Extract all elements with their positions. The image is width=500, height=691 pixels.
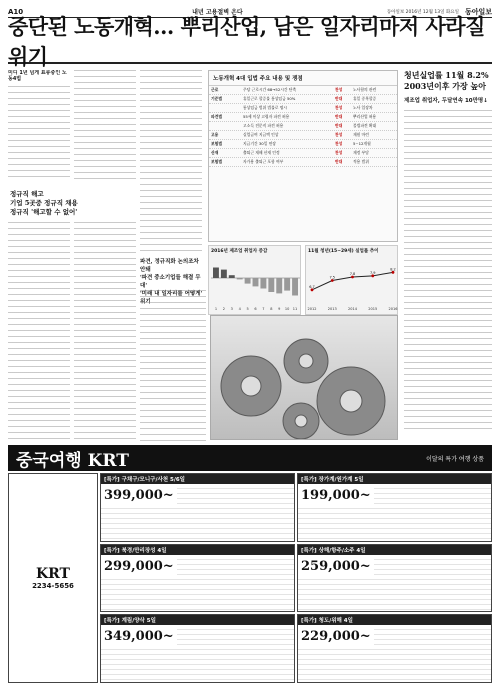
employment-bar bbox=[292, 278, 298, 296]
chart-youth-unemployment bbox=[305, 245, 398, 315]
data-label: 6.7 bbox=[309, 284, 315, 289]
x-tick-label: 10 bbox=[284, 307, 290, 311]
page-number: A10 bbox=[8, 7, 24, 16]
left-subhead bbox=[10, 190, 135, 217]
unemployment-point bbox=[371, 274, 374, 277]
table-cell: 5~12개월 bbox=[353, 141, 371, 146]
subhead-line: 파견, 정규직화 논의조차 안돼 bbox=[140, 259, 199, 273]
table-cell: 찬성 bbox=[335, 132, 343, 137]
tour-title: [특가] 계림/양삭 5일 bbox=[101, 615, 294, 625]
ad-tour-item[interactable] bbox=[100, 544, 295, 613]
article-column-4 bbox=[8, 222, 70, 442]
x-tick-label: 2014 bbox=[348, 307, 357, 311]
table-cell: 보험법 bbox=[211, 141, 223, 146]
table-cell: 실업급여 지급액 인상 bbox=[243, 132, 279, 137]
ad-banner[interactable] bbox=[8, 445, 492, 471]
issue-date: 동아일보 2016년 12월 13일 화요일 bbox=[386, 9, 459, 15]
table-cell: 재정 부담 bbox=[353, 150, 369, 155]
table-cell: 뿌리산업 허용 bbox=[353, 114, 377, 119]
employment-bar bbox=[245, 278, 251, 284]
x-tick-label: 6 bbox=[254, 307, 257, 311]
x-tick-label: 8 bbox=[270, 307, 273, 311]
tour-price: 299,000~ bbox=[101, 558, 177, 575]
table-cell: 찬성 bbox=[335, 150, 343, 155]
graphic-title: 노동개혁 4대 입법 주요 내용 및 쟁점 bbox=[209, 71, 397, 86]
data-label: 7.5 bbox=[329, 275, 336, 280]
gears-icon bbox=[211, 316, 398, 440]
unemployment-point bbox=[331, 279, 334, 282]
ad-logo-block[interactable] bbox=[8, 473, 98, 683]
ad-grid bbox=[8, 473, 492, 683]
table-cell: 찬성 bbox=[335, 105, 343, 110]
table-row bbox=[209, 86, 397, 95]
chart-employment bbox=[208, 245, 301, 315]
table-cell: 지급기간 30일 연장 bbox=[243, 141, 276, 146]
unemployment-line-chart bbox=[306, 258, 399, 313]
article-column-5 bbox=[74, 222, 136, 442]
table-row bbox=[209, 140, 397, 149]
article-lead: 미디 1년 넘게 표류중인 노동4법 bbox=[8, 70, 67, 82]
ad-tour-item[interactable] bbox=[297, 473, 492, 542]
krt-logo: KRT bbox=[36, 565, 70, 582]
subhead-line: 기업 5곳중 정규직 채용 bbox=[10, 199, 78, 207]
table-cell: 55세 이상 고령자 파견 허용 bbox=[243, 114, 290, 119]
table-cell: 찬성 bbox=[335, 141, 343, 146]
table-cell: 불법파견 확대 bbox=[353, 123, 377, 128]
unemployment-point bbox=[311, 288, 314, 291]
tour-title: [특가] 상해/항주/소주 4일 bbox=[298, 545, 491, 555]
employment-bar bbox=[260, 278, 266, 289]
x-tick-label: 2013 bbox=[327, 307, 337, 311]
x-tick-label: 4 bbox=[238, 307, 241, 311]
unemployment-point bbox=[392, 271, 395, 274]
main-headline: 중단된 노동개혁… 뿌리산업, 남은 일자리마저 사라질 위기 bbox=[8, 20, 492, 64]
ad-brand: 중국여행 KRT bbox=[16, 450, 129, 471]
tour-title: [특가] 구채구/모니구/사천 5/6일 bbox=[101, 474, 294, 484]
table-cell: 반대 bbox=[335, 123, 343, 128]
x-tick-label: 1 bbox=[214, 307, 218, 311]
subhead-line: '파견 중소기업들 해결 무대' bbox=[140, 275, 201, 289]
employment-bar bbox=[221, 270, 227, 278]
reform-table bbox=[209, 86, 397, 167]
subhead-line: 정규직 해고 bbox=[10, 190, 44, 198]
tour-price: 399,000~ bbox=[101, 487, 177, 504]
subhead-line: '미래 내 일자리를 어떻게' 위기 bbox=[140, 291, 203, 305]
unemployment-point bbox=[351, 276, 354, 279]
data-label: 7.9 bbox=[369, 270, 376, 275]
employment-bar bbox=[237, 278, 243, 279]
table-cell: 고소득 전문직 파견 허용 bbox=[243, 123, 284, 128]
table-cell: 자가용 출퇴근 포함 여부 bbox=[243, 159, 284, 164]
reform-table-graphic bbox=[208, 70, 398, 242]
table-cell: 반대 bbox=[335, 159, 343, 164]
ad-tour-item[interactable] bbox=[297, 614, 492, 683]
table-row bbox=[209, 95, 397, 104]
table-row bbox=[209, 122, 397, 131]
table-cell: 산재 bbox=[211, 150, 219, 155]
side-subhead: 제조업 취업자, 두달연속 10만명↓ bbox=[404, 98, 488, 104]
tour-price: 259,000~ bbox=[298, 558, 374, 575]
article-column-1 bbox=[8, 70, 70, 182]
table-cell: 고용 bbox=[211, 132, 219, 137]
table-cell: 찬성 bbox=[335, 87, 343, 92]
table-cell: 반대 bbox=[335, 114, 343, 119]
x-tick-label: 2016 bbox=[388, 307, 398, 311]
article-column-2 bbox=[74, 70, 136, 182]
chart-title: 11월 청년(15~29세) 실업률 추이 bbox=[308, 249, 379, 254]
ad-tagline: 이달의 특가 여행 상품 bbox=[426, 455, 484, 463]
employment-bar bbox=[284, 278, 290, 291]
x-tick-label: 9 bbox=[278, 307, 281, 311]
table-row bbox=[209, 104, 397, 113]
subhead-line: 정규직 '해고할 수 없어' bbox=[10, 208, 78, 216]
table-cell: 반대 bbox=[335, 96, 343, 101]
charts-area bbox=[208, 245, 398, 315]
x-tick-label: 2012 bbox=[307, 307, 317, 311]
body-text bbox=[8, 86, 70, 182]
tour-price: 349,000~ bbox=[101, 628, 177, 645]
table-cell: 출퇴근 재해 산재 인정 bbox=[243, 150, 280, 155]
side-body bbox=[404, 110, 492, 430]
body-text bbox=[8, 222, 70, 442]
table-cell: 노사합의 관련 bbox=[353, 87, 377, 92]
table-row bbox=[209, 113, 397, 122]
newspaper-logo: 동아일보 bbox=[464, 6, 492, 16]
x-tick-label: 5 bbox=[246, 307, 249, 311]
table-row bbox=[209, 131, 397, 140]
x-tick-label: 3 bbox=[230, 307, 233, 311]
x-tick-label: 11 bbox=[292, 307, 298, 311]
table-cell: 적용 범위 bbox=[353, 159, 369, 164]
table-cell: 휴일 중복할증 bbox=[353, 96, 377, 101]
side-article bbox=[404, 70, 492, 445]
table-cell: 노사 입장차 bbox=[353, 105, 373, 110]
x-tick-label: 7 bbox=[262, 307, 265, 311]
body-text bbox=[74, 222, 136, 442]
tour-title: [특가] 장가계/원가계 5일 bbox=[298, 474, 491, 484]
ad-tour-item[interactable] bbox=[297, 544, 492, 613]
table-cell: 재원 마련 bbox=[353, 132, 369, 137]
body-text bbox=[404, 110, 492, 430]
body-text bbox=[74, 70, 136, 182]
table-cell: 주당 근로시간 68→52시간 단축 bbox=[243, 87, 297, 92]
employment-bar bbox=[276, 278, 282, 293]
x-tick-label: 2015 bbox=[368, 307, 378, 311]
data-label: 7.8 bbox=[349, 272, 356, 276]
table-row bbox=[209, 149, 397, 158]
data-label: 8.2 bbox=[390, 267, 396, 272]
employment-bar bbox=[229, 275, 235, 278]
tour-price: 199,000~ bbox=[298, 487, 374, 504]
employment-bar bbox=[268, 278, 274, 292]
section-title: 내년 고용절벽 온다 bbox=[192, 9, 243, 16]
ad-tour-item[interactable] bbox=[100, 614, 295, 683]
tour-title: [특가] 청도/위해 4일 bbox=[298, 615, 491, 625]
employment-bar-chart bbox=[209, 258, 302, 313]
gears-illustration bbox=[210, 315, 398, 440]
body-text bbox=[140, 290, 206, 442]
table-cell: 기준법 bbox=[211, 96, 223, 101]
tour-title: [특가] 북경/만리장성 4일 bbox=[101, 545, 294, 555]
phone-number: 2234-5656 bbox=[32, 581, 74, 590]
employment-bar bbox=[253, 278, 259, 286]
employment-bar bbox=[213, 268, 219, 279]
article-column-6 bbox=[140, 290, 206, 442]
table-cell: 휴일근로 할증률 통상임금 50% bbox=[243, 96, 296, 101]
table-cell: 파견법 bbox=[211, 114, 223, 119]
article-column-3 bbox=[140, 70, 202, 255]
body-text bbox=[140, 70, 202, 255]
ad-tour-item[interactable] bbox=[100, 473, 295, 542]
x-tick-label: 2 bbox=[222, 307, 225, 311]
chart-title: 2016년 제조업 취업자 증감 bbox=[211, 249, 268, 254]
table-cell: 통상임금 범위 법률로 명시 bbox=[243, 105, 287, 110]
tour-price: 229,000~ bbox=[298, 628, 374, 645]
table-row bbox=[209, 158, 397, 167]
table-cell: 근로 bbox=[211, 87, 219, 92]
side-headline: 청년실업률 11월 8.2% 2003년이후 가장 높아 bbox=[404, 70, 489, 91]
table-cell: 보험법 bbox=[211, 159, 223, 164]
